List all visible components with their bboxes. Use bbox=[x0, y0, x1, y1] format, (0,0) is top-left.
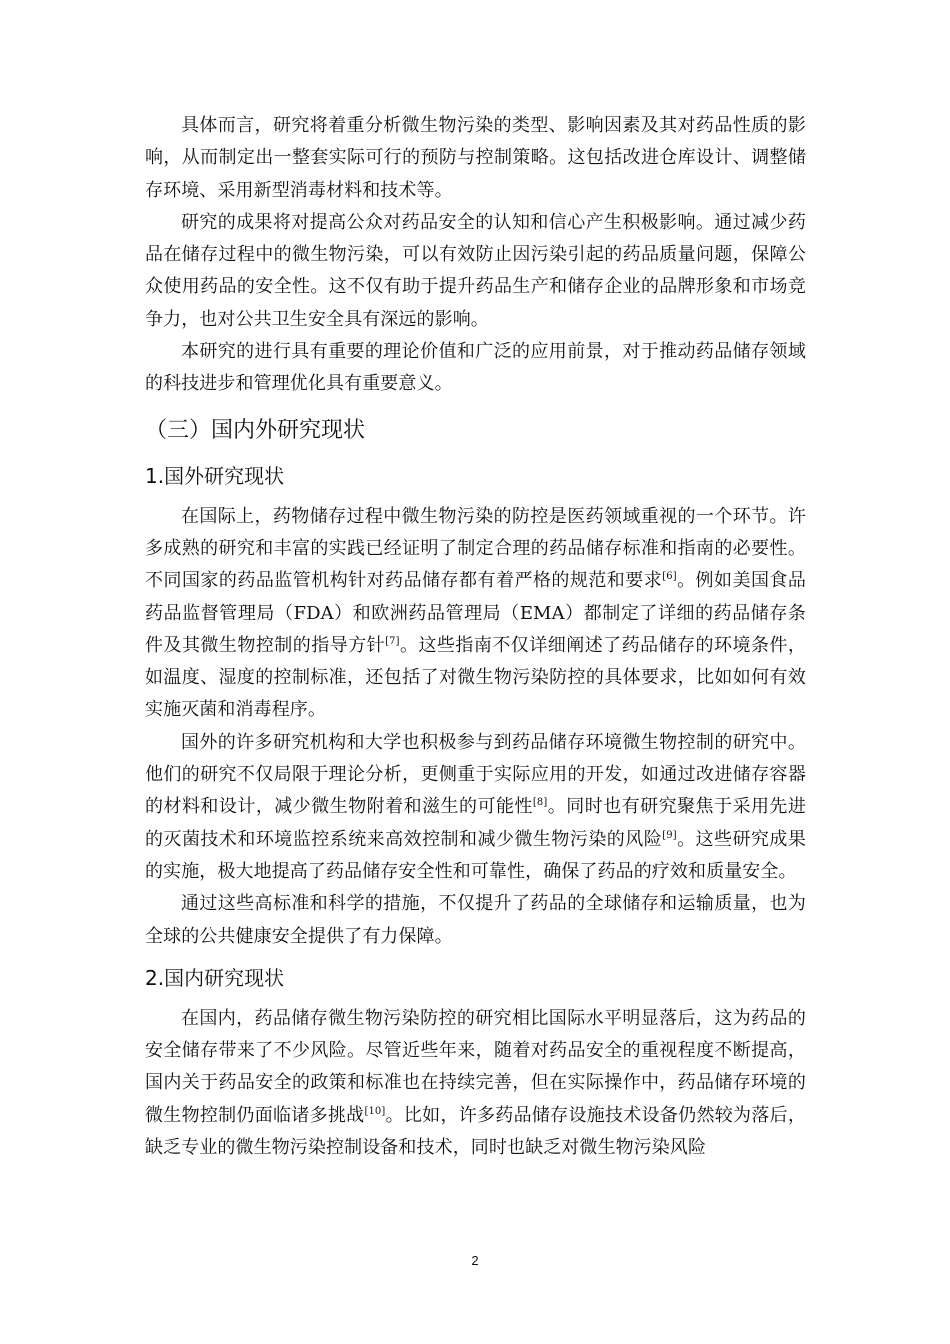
page-body bbox=[145, 110, 806, 1164]
text-run: 国外的许多研究机构和大学也积极参与到药品储存环境微生物控制的研究中。他们的研究不仅局限于理论分析，更侧重于实际应用的开发，如通过改进储存容器的材料和设计，减少微生物附着和滋生的可能性 bbox=[145, 731, 806, 818]
paragraph-foreign-standards bbox=[145, 501, 806, 727]
paragraph-foreign-summary: 通过这些高标准和科学的措施，不仅提升了药品的全球储存和运输质量，也为全球的公共健康安全提供了有力保障。 bbox=[145, 893, 806, 947]
citation-10: [10] bbox=[364, 1105, 386, 1117]
text-run: 在国内，药品储存微生物污染防控的研究相比国际水平明显落后，这为药品的安全储存带来了不少风险。尽管近些年来，随着对药品安全的重视程度不断提高，国内关于药品安全的政策和标准也在持续完善，但在实际操作中，药品储存环境的微生物控制仍面临诸多挑战 bbox=[145, 1007, 806, 1126]
paragraph-research-impact: 研究的成果将对提高公众对药品安全的认知和信心产生积极影响。通过减少药品在储存过程中的微生物污染，可以有效防止因污染引起的药品质量问题，保障公众使用药品的安全性。这不仅有助于提升药品生产和储存企业的品牌形象和市场竞争力，也对公共卫生安全具有深远的影响。 bbox=[145, 211, 806, 330]
text-run: 。这些研究成果的实施，极大地提高了药品储存安全性和可靠性，确保了药品的疗效和质量安全。 bbox=[145, 828, 807, 882]
text-run: 。例如美国食品药品监督管理局（FDA）和欧洲药品管理局（EMA）都制定了详细的药品储存条件及其微生物控制的指导方针 bbox=[145, 570, 807, 656]
section-heading-research-status: （三）国内外研究现状 bbox=[145, 417, 366, 443]
text-run: 。比如，许多药品储存设施技术设备仍然较为落后，缺乏专业的微生物污染控制设备和技术，同时也缺乏对微生物污染风险 bbox=[145, 1104, 806, 1159]
paragraph-research-value: 本研究的进行具有重要的理论价值和广泛的应用前景，对于推动药品储存领域的科技进步和管理优化具有重要意义。 bbox=[145, 341, 806, 395]
citation-6: [6] bbox=[662, 571, 677, 583]
page-number: 2 bbox=[471, 1253, 479, 1268]
subheading-foreign-status: 1.国外研究现状 bbox=[145, 463, 285, 488]
subheading-domestic-status: 2.国内研究现状 bbox=[145, 965, 285, 990]
text-run: 。这些指南不仅详细阐述了药品储存的环境条件，如温度、湿度的控制标准，还包括了对微生物污染防控的具体要求，比如如何有效实施灭菌和消毒程序。 bbox=[145, 634, 806, 721]
text-run: 在国际上，药物储存过程中微生物污染的防控是医药领域重视的一个环节。许多成熟的研究和丰富的实践已经证明了制定合理的药品储存标准和指南的必要性。不同国家的药品监管机构针对药品储存都有着严格的规范和要求 bbox=[145, 505, 806, 592]
paragraph-foreign-institutions bbox=[145, 727, 806, 888]
citation-7: [7] bbox=[385, 635, 400, 647]
citation-8: [8] bbox=[532, 797, 548, 809]
citation-9: [9] bbox=[662, 829, 677, 841]
text-run: 。同时也有研究聚焦于采用先进的灭菌技术和环境监控系统来高效控制和减少微生物污染的风险 bbox=[145, 796, 806, 850]
paragraph-research-focus: 具体而言，研究将着重分析微生物污染的类型、影响因素及其对药品性质的影响，从而制定出一整套实际可行的预防与控制策略。这包括改进仓库设计、调整储存环境、采用新型消毒材料和技术等。 bbox=[145, 115, 806, 201]
paragraph-domestic-status bbox=[145, 1003, 806, 1164]
